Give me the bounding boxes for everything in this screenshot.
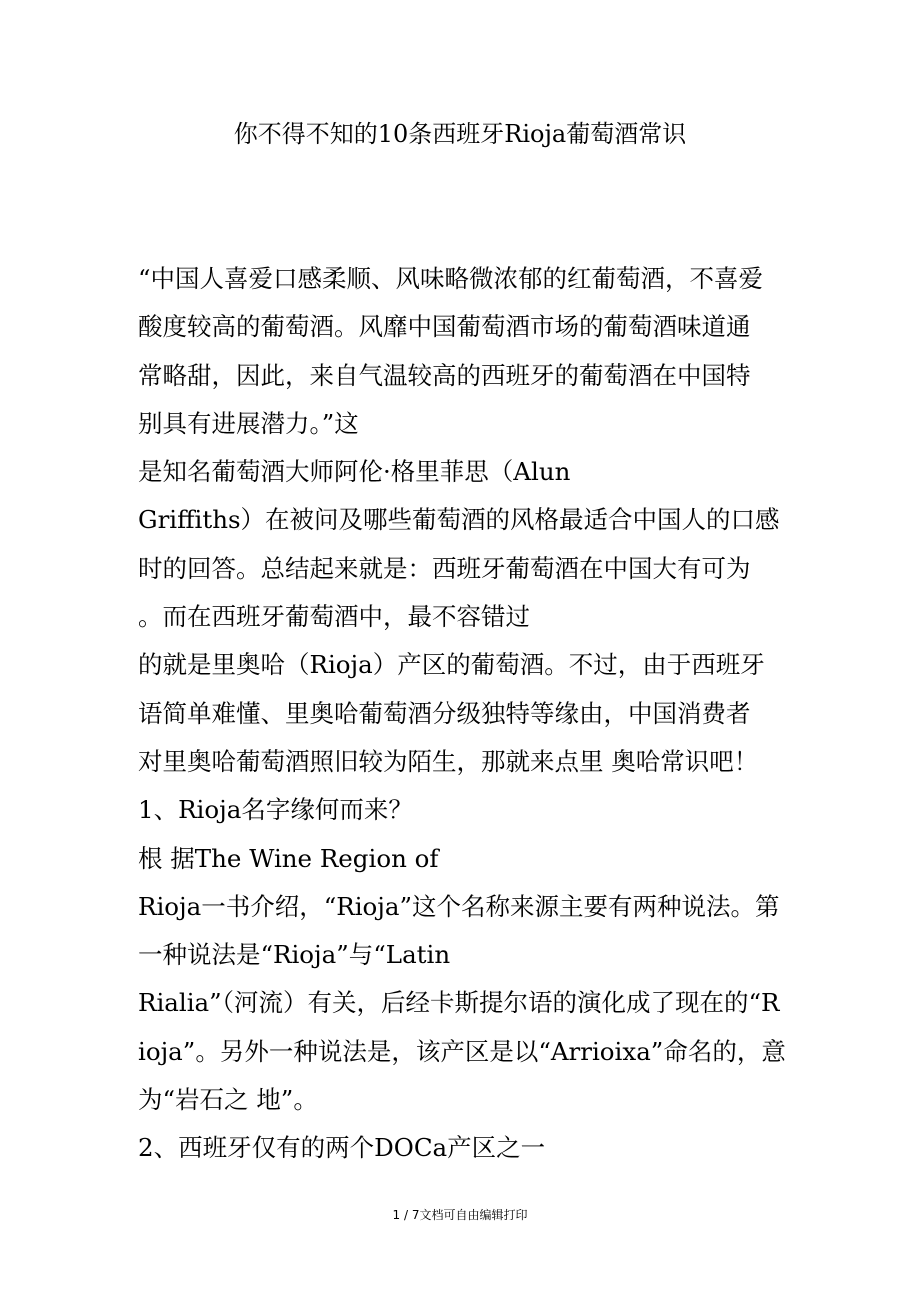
section-heading: 1、Rioja名字缘何而来？ — [138, 795, 413, 825]
document-title: 你不得不知的10条西班牙Rioja葡萄酒常识 — [233, 120, 687, 148]
document-body — [138, 258, 798, 1176]
section-heading: 2、西班牙仅有的两个DOCa产区之一 — [138, 1133, 546, 1163]
body-line: 为“岩石之 地”。 — [138, 1085, 318, 1115]
body-line: ioja”。另外一种说法是，该产区是以“Arrioixa”命名的，意 — [138, 1036, 786, 1066]
body-line: 是知名葡萄酒大师阿伦·格里菲思（Alun — [138, 457, 571, 487]
body-line: 酸度较高的葡萄酒。风靡中国葡萄酒市场的葡萄酒味道通 — [138, 312, 751, 342]
page-footer: 1 / 7文档可自由编辑打印 — [392, 1208, 528, 1222]
body-line: 别具有进展潜力。”这 — [138, 408, 359, 438]
body-line: Rialia”（河流）有关，后经卡斯提尔语的演化成了现在的“R — [138, 988, 780, 1018]
body-line: 时的回答。总结起来就是：西班牙葡萄酒在中国大有可为 — [138, 553, 751, 583]
body-line: 的就是里奥哈（Rioja）产区的葡萄酒。不过，由于西班牙 — [138, 650, 765, 680]
body-line: Rioja一书介绍，“Rioja”这个名称来源主要有两种说法。第 — [138, 891, 780, 921]
body-line: 一种说法是“Rioja”与“Latin — [138, 940, 451, 970]
body-line: 常略甜，因此，来自气温较高的西班牙的葡萄酒在中国特 — [138, 360, 751, 390]
body-line: “中国人喜爱口感柔顺、风味略微浓郁的红葡萄酒，不喜爱 — [138, 264, 764, 293]
body-line: Griffiths）在被问及哪些葡萄酒的风格最适合中国人的口感 — [138, 505, 780, 535]
body-line: 对里奥哈葡萄酒照旧较为陌生，那就来点里 奥哈常识吧！ — [138, 746, 759, 776]
body-line: 语简单难懂、里奥哈葡萄酒分级独特等缘由，中国消费者 — [138, 698, 751, 728]
body-line: 。而在西班牙葡萄酒中，最不容错过 — [138, 602, 530, 632]
body-line: 根 据The Wine Region of — [138, 843, 439, 873]
